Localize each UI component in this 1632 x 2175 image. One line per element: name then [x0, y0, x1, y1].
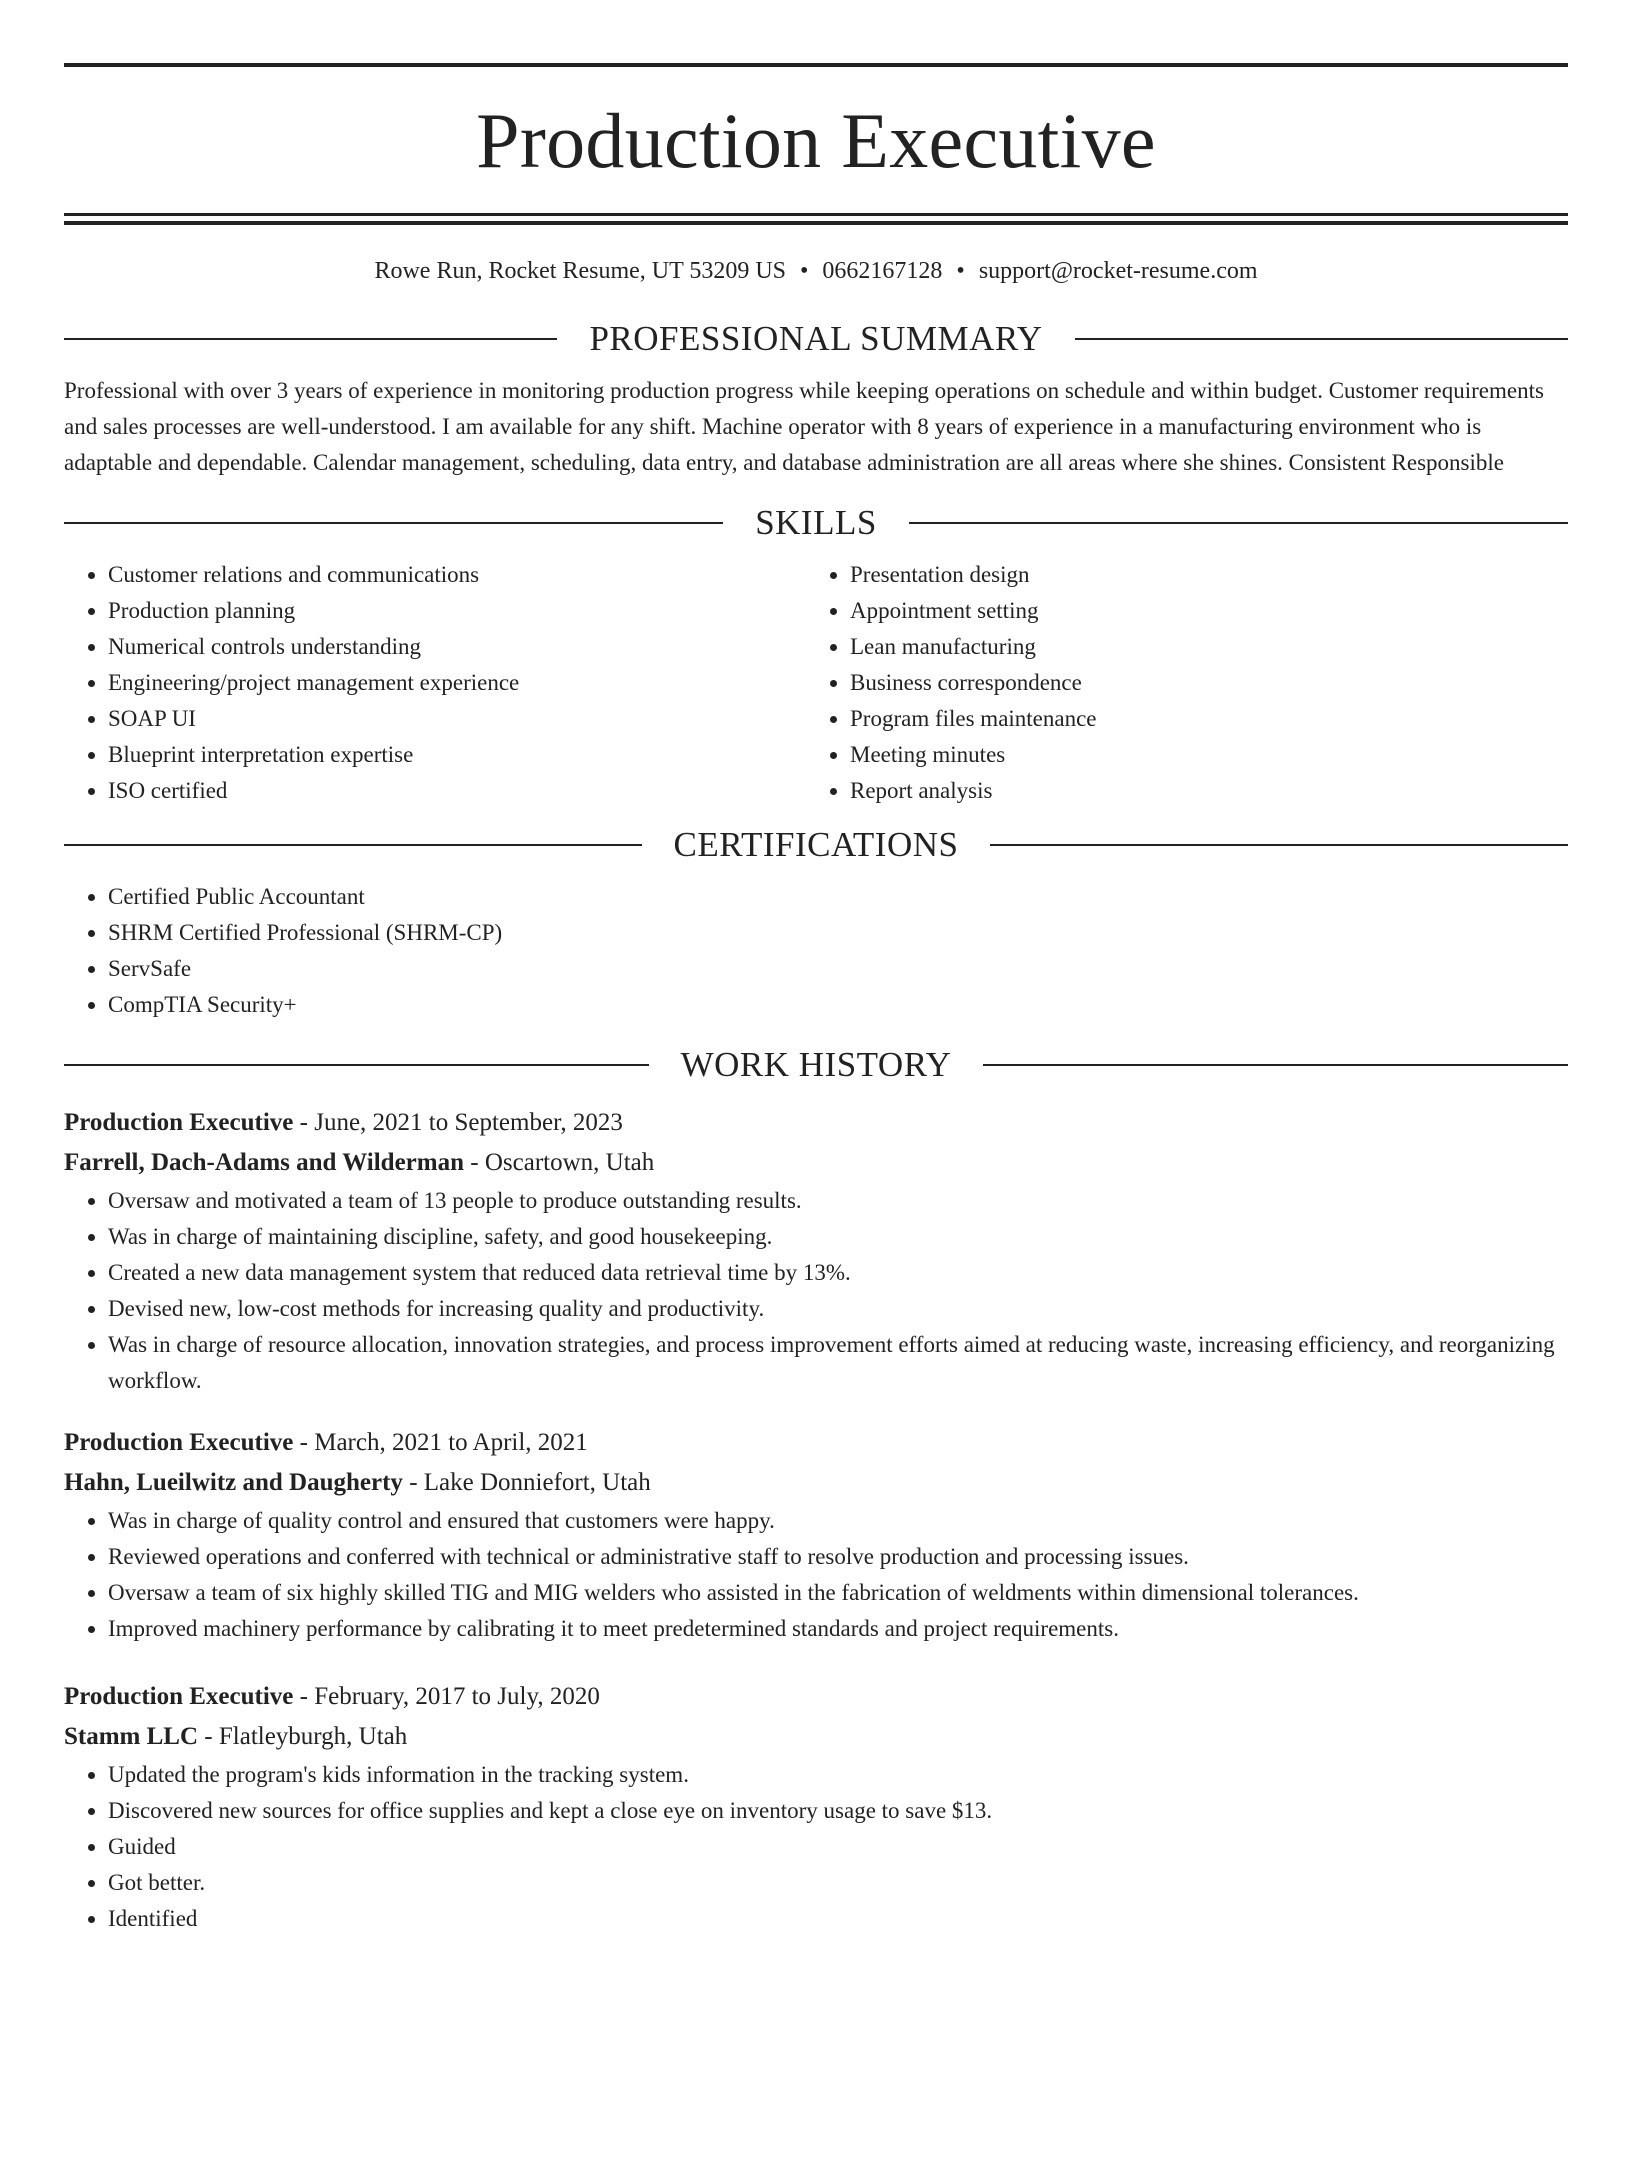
job-role: Production Executive: [64, 1109, 294, 1136]
job-company-line: Farrell, Dach-Adams and Wilderman - Oscartown, Utah: [64, 1149, 655, 1176]
heading-rule-left: [64, 338, 557, 340]
skills-column-left: [64, 557, 806, 809]
certification-item: • SHRM Certified Professional (SHRM-CP): [108, 915, 1568, 951]
skills-grid: [64, 557, 1568, 809]
skill-item: • Lean manufacturing: [850, 629, 1568, 665]
resume-name: Production Executive: [476, 97, 1156, 184]
skill-item: • Customer relations and communications: [108, 557, 806, 593]
summary-text: Professional with over 3 years of experience in monitoring production progress while keeping operations on schedule and within budget. Customer requirements and sales processes are well-understood. I am available for any shift. Machine operator with 8 years of experience in a manufacturing environment who is adaptable and dependable. Calendar management, scheduling, data entry, and database administration are all areas where she shines. Consistent Responsible: [64, 378, 1544, 475]
job-bullet: • Was in charge of resource allocation, innovation strategies, and process improvement efforts aimed at reducing waste, increasing efficiency, and reorganizing workflow.: [108, 1327, 1568, 1399]
skill-item: • ISO certified: [108, 773, 806, 809]
job-role: Production Executive: [64, 1429, 294, 1456]
job-dates: March, 2021 to April, 2021: [314, 1429, 588, 1456]
job-location: Flatleyburgh, Utah: [218, 1723, 408, 1750]
heading-rule-left: [64, 1064, 649, 1066]
skill-item: • Engineering/project management experience: [108, 665, 806, 701]
skills-title: SKILLS: [755, 503, 877, 542]
skill-item: • Numerical controls understanding: [108, 629, 806, 665]
job-bullet: • Oversaw and motivated a team of 13 people to produce outstanding results.: [108, 1183, 1568, 1219]
job-bullet: • Oversaw a team of six highly skilled TIG and MIG welders who assisted in the fabrication of weldments within dimensional tolerances.: [108, 1575, 1568, 1611]
job-bullet: • Devised new, low-cost methods for increasing quality and productivity.: [108, 1291, 1568, 1327]
skill-item: • Meeting minutes: [850, 737, 1568, 773]
certifications-title: CERTIFICATIONS: [673, 825, 959, 864]
heading-rule-right: [990, 844, 1568, 846]
certifications-section-heading: [64, 823, 1568, 867]
job-bullet: • Improved machinery performance by calibrating it to meet predetermined standards and project requirements.: [108, 1611, 1568, 1647]
skill-item: • Report analysis: [850, 773, 1568, 809]
contact-separator: •: [956, 258, 965, 284]
job-bullet: • Was in charge of quality control and ensured that customers were happy.: [108, 1503, 1568, 1539]
job-bullets: [64, 1183, 1568, 1399]
skills-section-heading: [64, 501, 1568, 545]
job-location: Lake Donniefort, Utah: [423, 1469, 651, 1496]
job-location: Oscartown, Utah: [484, 1149, 655, 1176]
contact-line: [64, 255, 1568, 287]
job-role-line: Production Executive - March, 2021 to April, 2021: [64, 1429, 588, 1456]
summary-title: PROFESSIONAL SUMMARY: [589, 319, 1043, 358]
job-bullets: [64, 1503, 1568, 1647]
contact-email: support@rocket-resume.com: [978, 258, 1258, 284]
skill-item: • Blueprint interpretation expertise: [108, 737, 806, 773]
skills-list-right: [806, 557, 1568, 809]
job-company: Hahn, Lueilwitz and Daugherty: [64, 1469, 403, 1496]
job-bullet: • Updated the program's kids information in the tracking system.: [108, 1757, 1568, 1793]
job-role: Production Executive: [64, 1683, 294, 1710]
job-company: Stamm LLC: [64, 1723, 199, 1750]
heading-rule-right: [1075, 338, 1568, 340]
job-dates: February, 2017 to July, 2020: [314, 1683, 600, 1710]
job-company-line: Stamm LLC - Flatleyburgh, Utah: [64, 1723, 408, 1750]
contact-address: Rowe Run, Rocket Resume, UT 53209 US: [374, 258, 787, 284]
job-bullets: [64, 1757, 1568, 1937]
heading-rule-left: [64, 522, 723, 524]
job-entry: [64, 1423, 1568, 1647]
heading-rule-right: [909, 522, 1568, 524]
skill-item: • Appointment setting: [850, 593, 1568, 629]
resume-page: [0, 63, 1632, 2175]
job-role-line: Production Executive - February, 2017 to July, 2020: [64, 1683, 600, 1710]
job-bullet: • Reviewed operations and conferred with technical or administrative staff to resolve production and processing issues.: [108, 1539, 1568, 1575]
certification-item: • CompTIA Security+: [108, 987, 1568, 1023]
certification-item: • Certified Public Accountant: [108, 879, 1568, 915]
heading-rule-right: [983, 1064, 1568, 1066]
skills-list-left: [64, 557, 806, 809]
job-company: Farrell, Dach-Adams and Wilderman: [64, 1149, 465, 1176]
work-section-heading: [64, 1043, 1568, 1087]
skill-item: • Production planning: [108, 593, 806, 629]
job-company-line: Hahn, Lueilwitz and Daugherty - Lake Donniefort, Utah: [64, 1469, 651, 1496]
job-bullet: • Got better.: [108, 1865, 1568, 1901]
job-bullet: • Created a new data management system that reduced data retrieval time by 13%.: [108, 1255, 1568, 1291]
skills-column-right: [806, 557, 1568, 809]
work-title: WORK HISTORY: [680, 1045, 952, 1084]
job-entry: [64, 1677, 1568, 1937]
heading-rule-left: [64, 844, 642, 846]
job-bullet: • Guided: [108, 1829, 1568, 1865]
skill-item: • Business correspondence: [850, 665, 1568, 701]
skill-item: • Presentation design: [850, 557, 1568, 593]
skill-item: • Program files maintenance: [850, 701, 1568, 737]
summary-section-heading: [64, 317, 1568, 361]
job-bullet: • Was in charge of maintaining discipline, safety, and good housekeeping.: [108, 1219, 1568, 1255]
job-bullet: • Discovered new sources for office supplies and kept a close eye on inventory usage to save $13.: [108, 1793, 1568, 1829]
certifications-list: [64, 879, 1568, 1023]
job-entry: [64, 1103, 1568, 1399]
job-bullet: • Identified: [108, 1901, 1568, 1937]
certification-item: • ServSafe: [108, 951, 1568, 987]
skill-item: • SOAP UI: [108, 701, 806, 737]
job-dates: June, 2021 to September, 2023: [314, 1109, 623, 1136]
contact-separator: •: [800, 258, 809, 284]
top-rule: [64, 63, 1568, 67]
job-role-line: Production Executive - June, 2021 to September, 2023: [64, 1109, 623, 1136]
header-double-rule: [64, 213, 1568, 225]
contact-phone: 0662167128: [822, 258, 943, 284]
